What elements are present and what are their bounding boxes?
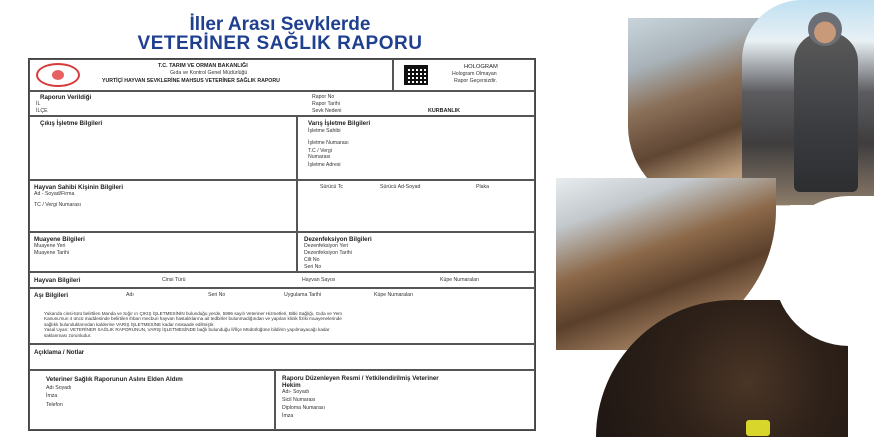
owner-tc-label: TC / Vergi Numarası [34, 202, 81, 208]
report-title: YURTİÇİ HAYVAN SEVKLERİNE MAHSUS VETERİNER SAĞLIK RAPORU [102, 78, 280, 84]
veterinary-report-form [28, 58, 536, 431]
preparer-ad-label: Adı- Soyadı [282, 389, 310, 395]
directorate-name: Gıda ve Kontrol Genel Müdürlüğü [170, 70, 248, 76]
disinfection-section [297, 232, 535, 272]
sevk-nedeni-value: KURBANLIK [428, 108, 461, 114]
isletme-sahibi-label: İşletme Sahibi [308, 128, 341, 134]
declaration-line3: sağlıklı bulunduklarından kalderine VARIŞ İŞLETMESİNE kadar müsaade edilmiştir. [44, 321, 215, 327]
asi-seri-label: Seri No [208, 292, 226, 298]
inspection-section [29, 232, 297, 272]
issuer-section [29, 91, 535, 116]
muayene-tarihi-label: Muayene Tarihi [34, 250, 70, 256]
declaration-line4: Yasal Uyarı: VETERİNER SAĞLIK RAPORUNUN, VARIŞ İŞLETMESİNDE bağlı bulunduğu İl/İlçe Müdürlüğüne bildirim yapılmayacağı kadar [44, 327, 330, 333]
origin-section [29, 116, 297, 180]
surucu-tc-label: Sürücü Tc [320, 184, 343, 190]
veterinarian-head [808, 12, 842, 46]
kupe-label: Küpe Numaraları [440, 277, 480, 283]
surucu-ad-label: Sürücü Ad-Soyad [380, 184, 421, 190]
preparer-imza-label: İmza [282, 413, 294, 419]
dez-tarihi-label: Dezenfeksiyon Tarihi [304, 250, 352, 256]
declaration-line5: saklanması zorunludur. [44, 332, 92, 338]
preparer-section [275, 370, 535, 430]
notes-section [29, 344, 535, 370]
preparer-sicil-label: Sicil Numarası [282, 397, 316, 403]
preparer-heading2: Hekim [282, 382, 301, 389]
uygulama-tarihi-label: Uygulama Tarihi [284, 292, 322, 298]
isletme-adresi-label: İşletme Adresi [308, 162, 341, 168]
veterinarian-figure [794, 32, 858, 192]
asi-kupe-label: Küpe Numaraları [374, 292, 414, 298]
destination-section [297, 116, 535, 180]
qr-code-icon [404, 65, 428, 85]
preparer-heading1: Raporu Düzenleyen Resmi / Yetkilendirilmiş Veteriner [282, 375, 439, 382]
preparer-diploma-label: Diploma Numarası [282, 405, 325, 411]
receiver-telefon-label: Telefon [46, 402, 63, 408]
destination-heading: Varış İşletme Bilgileri [308, 120, 371, 127]
vaccine-section [29, 288, 535, 344]
driver-section [297, 180, 535, 232]
receiver-section [29, 370, 275, 430]
sevk-nedeni-label: Sevk Nedeni [312, 108, 342, 114]
muayene-yeri-label: Muayene Yeri [34, 243, 66, 249]
hologram-title: HOLOGRAM [464, 64, 498, 70]
animal-heading: Hayvan Bilgileri [34, 277, 81, 284]
plaka-label: Plaka [476, 184, 489, 190]
rapor-tarihi-label: Rapor Tarihi [312, 101, 340, 107]
ilce-label: İLÇE [36, 108, 48, 114]
form-header-right [393, 59, 535, 91]
tc-vergi-label: T.C / Vergi [308, 148, 332, 154]
veterinarian-photo [742, 0, 874, 205]
notes-heading: Açıklama / Notlar [34, 349, 85, 356]
receiver-ad-label: Adı Soyadı [46, 385, 72, 391]
numarasi-label: Numarası [308, 154, 331, 160]
seri-no-label: Seri No [304, 264, 322, 270]
origin-heading: Çıkış İşletme Bilgileri [40, 120, 103, 127]
asi-adi-label: Adı [126, 292, 134, 298]
isletme-numarasi-label: İşletme Numarası [308, 140, 349, 146]
issuer-heading: Raporun Verildiği [40, 94, 92, 101]
cinsi-label: Cinsi Türü [162, 277, 186, 283]
ministry-logo-icon [36, 63, 80, 87]
ear-tag-icon [746, 420, 770, 436]
inspection-heading: Muayene Bilgileri [34, 236, 85, 243]
animal-section [29, 272, 535, 288]
cilt-no-label: Cilt No [304, 257, 320, 263]
owner-heading: Hayvan Sahibi Kişinin Bilgileri [34, 184, 124, 191]
headline-line2: VETERİNER SAĞLIK RAPORU [137, 33, 423, 54]
dez-yeri-label: Dezenfeksiyon Yeri [304, 243, 349, 249]
hologram-note1: Hologram Olmayan [452, 71, 497, 77]
hologram-note2: Rapor Geçersizdir. [454, 78, 497, 84]
headline-line1: İller Arası Sevklerde [189, 14, 371, 35]
rapor-no-label: Rapor No [312, 94, 335, 100]
form-header-left [29, 59, 393, 91]
declaration-text [44, 311, 524, 338]
declaration-line1: Yukarıda cinsi-türü belirtilen Manda ve Sığır ırı ÇIKIŞ İŞLETMESİNİN bulunduğu yerde, 5996 sayılı Veteriner Hizmetleri, Bitki Sağlığı, Gıda ve Yem [44, 311, 342, 316]
owner-ad-label: Ad - Soyad/Firma [34, 191, 75, 197]
receiver-heading: Veteriner Sağlık Raporunun Aslını Elden Aldım [46, 376, 183, 383]
owner-section [29, 180, 297, 232]
il-label: İL [36, 101, 41, 107]
photo-collage [556, 0, 874, 437]
hayvan-sayisi-label: Hayvan Sayısı [302, 277, 336, 283]
declaration-line2: Kanunu'nun 4 üncü maddesinde belirtilen ihbarı mecburi hayvan hastalıklarına ait tedbirler bulunmadığından ve yapılan klinik fiziki muayenelerinde [44, 316, 342, 322]
receiver-imza-label: İmza [46, 393, 58, 399]
disinfection-heading: Dezenfeksiyon Bilgileri [304, 236, 372, 243]
vaccine-heading: Aşı Bilgileri [34, 292, 69, 299]
ministry-name: T.C. TARIM VE ORMAN BAKANLIĞI [158, 63, 248, 69]
